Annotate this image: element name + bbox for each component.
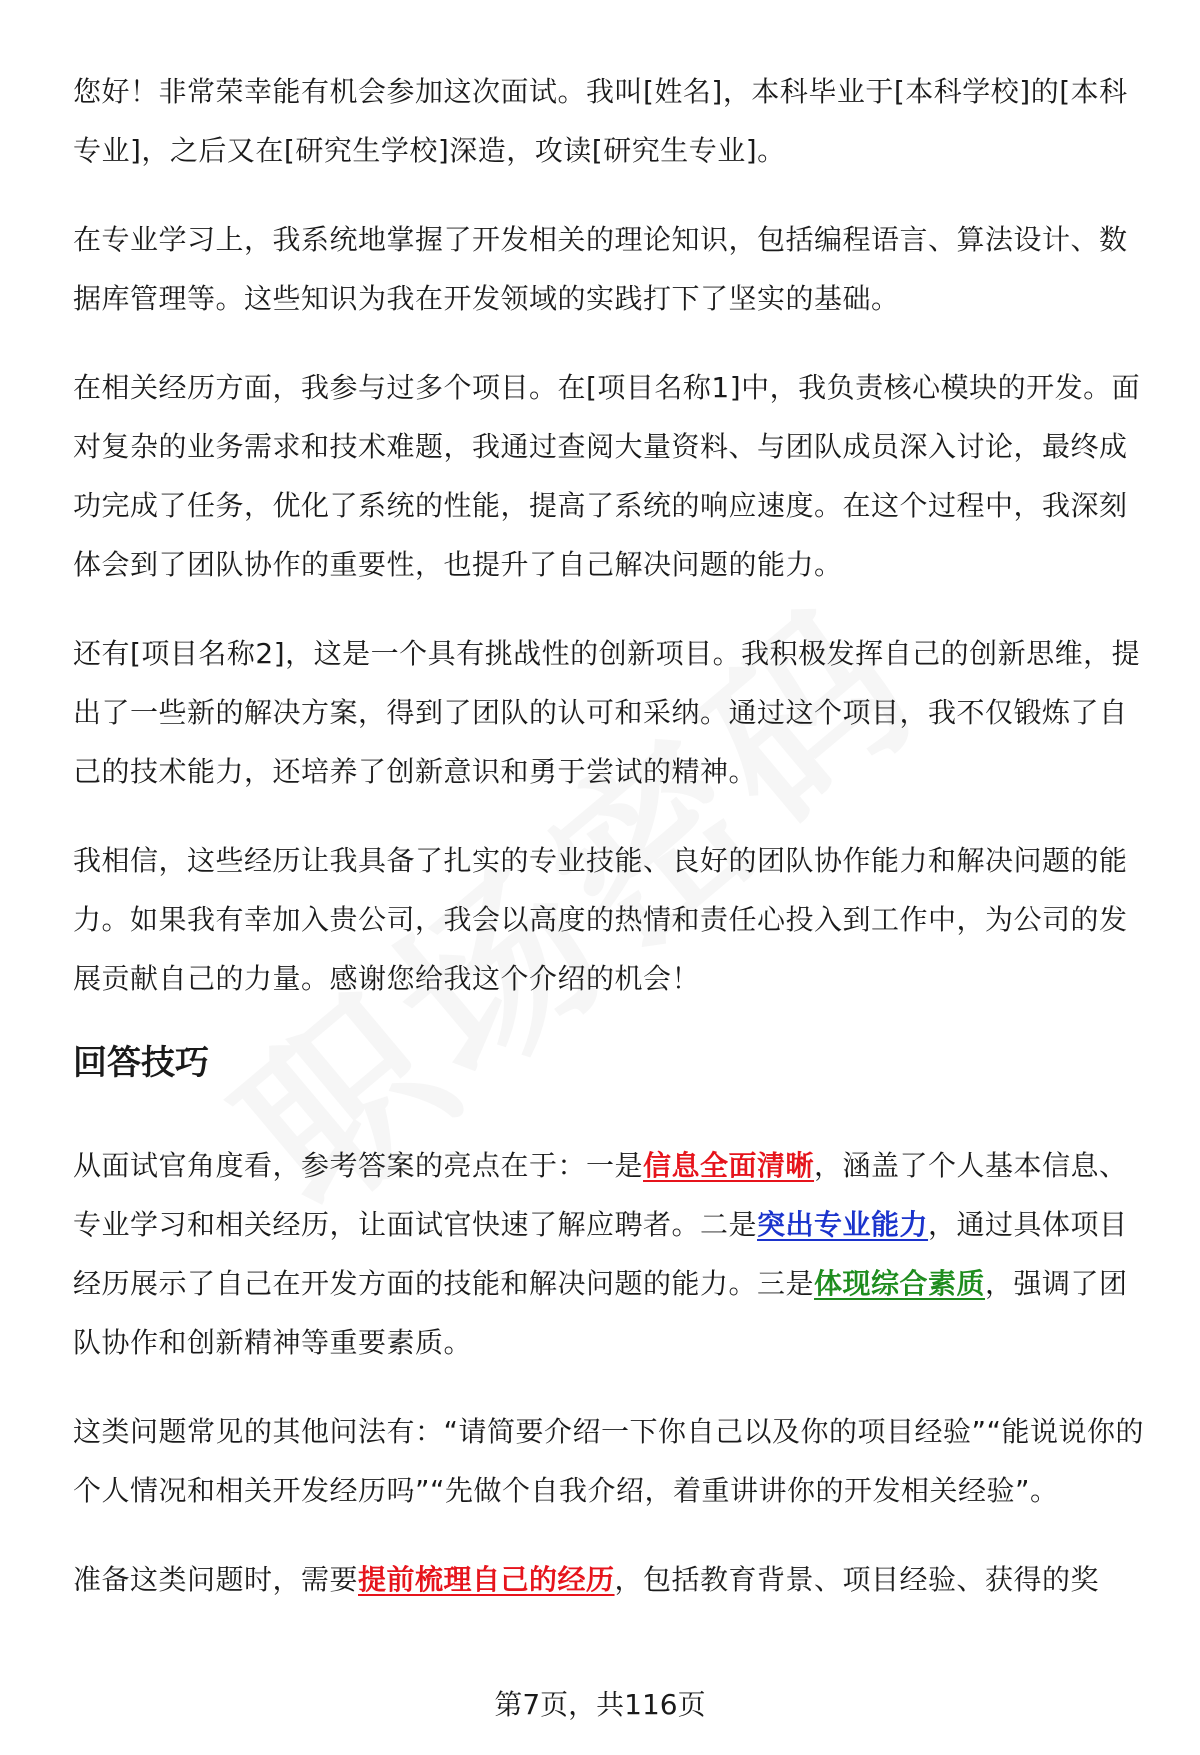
tips-text: ，涵盖了个人基本信息、专业学习和相关经历，让面试官快速了解应聘者。二是 <box>73 1149 1128 1241</box>
tips-text: 准备这类问题时，需要 <box>73 1563 359 1596</box>
highlight-sort-experience: 提前梳理自己的经历 <box>358 1563 615 1596</box>
paragraph-other-questions: 这类问题常见的其他问法有：“请简要介绍一下你自己以及你的项目经验”“能说说你的个人情况和相关开发经历吗”“先做个自我介绍，着重讲讲你的开发相关经验”。 <box>73 1415 1145 1507</box>
highlight-info-clear: 信息全面清晰 <box>643 1149 815 1182</box>
page-number: 第7页，共116页 <box>494 1688 706 1721</box>
paragraph-experience: 在相关经历方面，我参与过多个项目。在[项目名称1]中，我负责核心模块的开发。面对复杂的业务需求和技术难题，我通过查阅大量资料、与团队成员深入讨论，最终成功完成了任务，优化了系统的性能，提高了系统的响应速度。在这个过程中，我深刻体会到了团队协作的重要性，也提升了自己解决问题的能力。 <box>73 371 1141 581</box>
section-title: 回答技巧 <box>73 1043 209 1083</box>
highlight-overall-quality: 体现综合素质 <box>814 1267 986 1300</box>
paragraph-project2: 还有[项目名称2]，这是一个具有挑战性的创新项目。我积极发挥自己的创新思维，提出了一些新的解决方案，得到了团队的认可和采纳。通过这个项目，我不仅锻炼了自己的技术能力，还培养了创新意识和勇于尝试的精神。 <box>73 637 1141 788</box>
highlight-professional-ability: 突出专业能力 <box>757 1208 929 1241</box>
paragraph-tips-highlights <box>73 1136 1148 1372</box>
paragraph-study: 在专业学习上，我系统地掌握了开发相关的理论知识，包括编程语言、算法设计、数据库管理等。这些知识为我在开发领域的实践打下了坚实的基础。 <box>73 223 1128 315</box>
paragraph-preparation <box>73 1550 1148 1609</box>
tips-text: 从面试官角度看，参考答案的亮点在于：一是 <box>73 1149 644 1182</box>
tips-text: ，通过具体项目经历展示了自己在开发方面的技能和解决问题的能力。三是 <box>73 1208 1128 1300</box>
document-body <box>73 62 1148 1639</box>
paragraph-closing: 我相信，这些经历让我具备了扎实的专业技能、良好的团队协作能力和解决问题的能力。如果我有幸加入贵公司，我会以高度的热情和责任心投入到工作中，为公司的发展贡献自己的力量。感谢您给我这个介绍的机会！ <box>73 844 1128 995</box>
tips-text: ，强调了团队协作和创新精神等重要素质。 <box>73 1267 1128 1359</box>
tips-text: ，包括教育背景、项目经验、获得的奖 <box>614 1563 1100 1596</box>
paragraph-intro: 您好！非常荣幸能有机会参加这次面试。我叫[姓名]，本科毕业于[本科学校]的[本科专业]，之后又在[研究生学校]深造，攻读[研究生专业]。 <box>73 75 1128 167</box>
